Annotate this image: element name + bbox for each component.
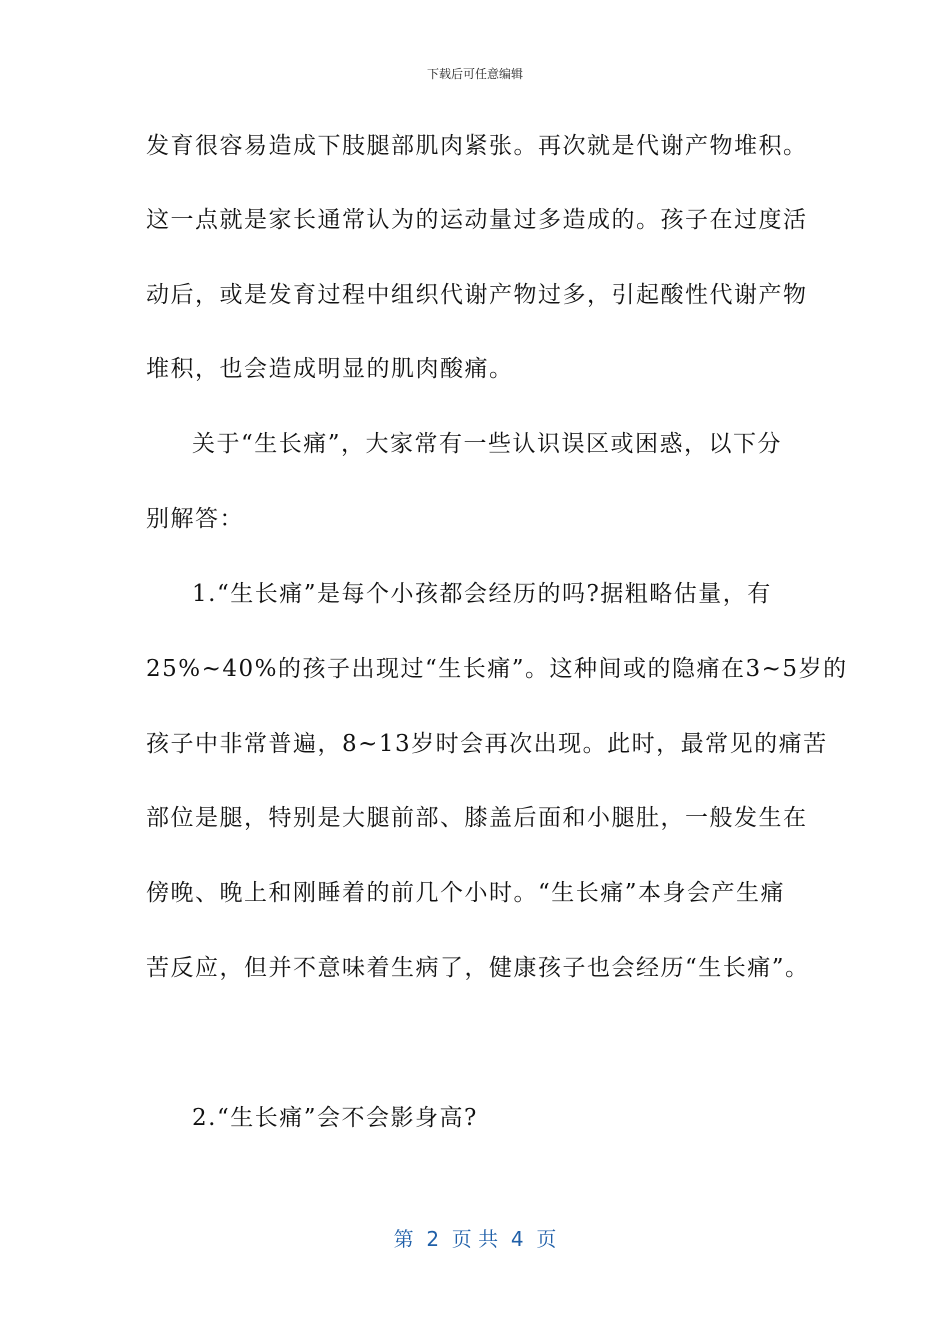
page-header: 下载后可任意编辑 (426, 67, 523, 81)
question-2-heading: 2.“生长痛”会不会影身高? (192, 1105, 478, 1131)
text-line: 25%~40%的孩子出现过“生长痛”。这种间或的隐痛在3~5岁的 (146, 656, 848, 682)
text-line: 部位是腿，特别是大腿前部、膝盖后面和小腿肚，一般发生在 (146, 805, 808, 831)
text-line: 发育很容易造成下肢腿部肌肉紧张。再次就是代谢产物堆积。 (146, 133, 808, 159)
question-1-first-line: 1.“生长痛”是每个小孩都会经历的吗?据粗略估量，有 (192, 581, 772, 607)
text-line: 傍晚、晚上和刚睡着的前几个小时。“生长痛”本身会产生痛 (146, 880, 786, 906)
page-number-footer (0, 1224, 950, 1254)
text-line: 这一点就是家长通常认为的运动量过多造成的。孩子在过度活 (146, 207, 808, 233)
text-line: 动后，或是发育过程中组织代谢产物过多，引起酸性代谢产物 (146, 282, 808, 308)
text-line: 堆积，也会造成明显的肌肉酸痛。 (146, 356, 514, 382)
page-number-text: 第 2 页 共 4 页 (393, 1227, 557, 1251)
text-line: 孩子中非常普遍，8~13岁时会再次出现。此时，最常见的痛苦 (146, 731, 828, 757)
text-line: 别解答： (146, 506, 244, 532)
text-line: 苦反应，但并不意味着生病了，健康孩子也会经历“生长痛”。 (146, 955, 810, 981)
paragraph-first-line: 关于“生长痛”，大家常有一些认识误区或困惑，以下分 (192, 431, 783, 457)
